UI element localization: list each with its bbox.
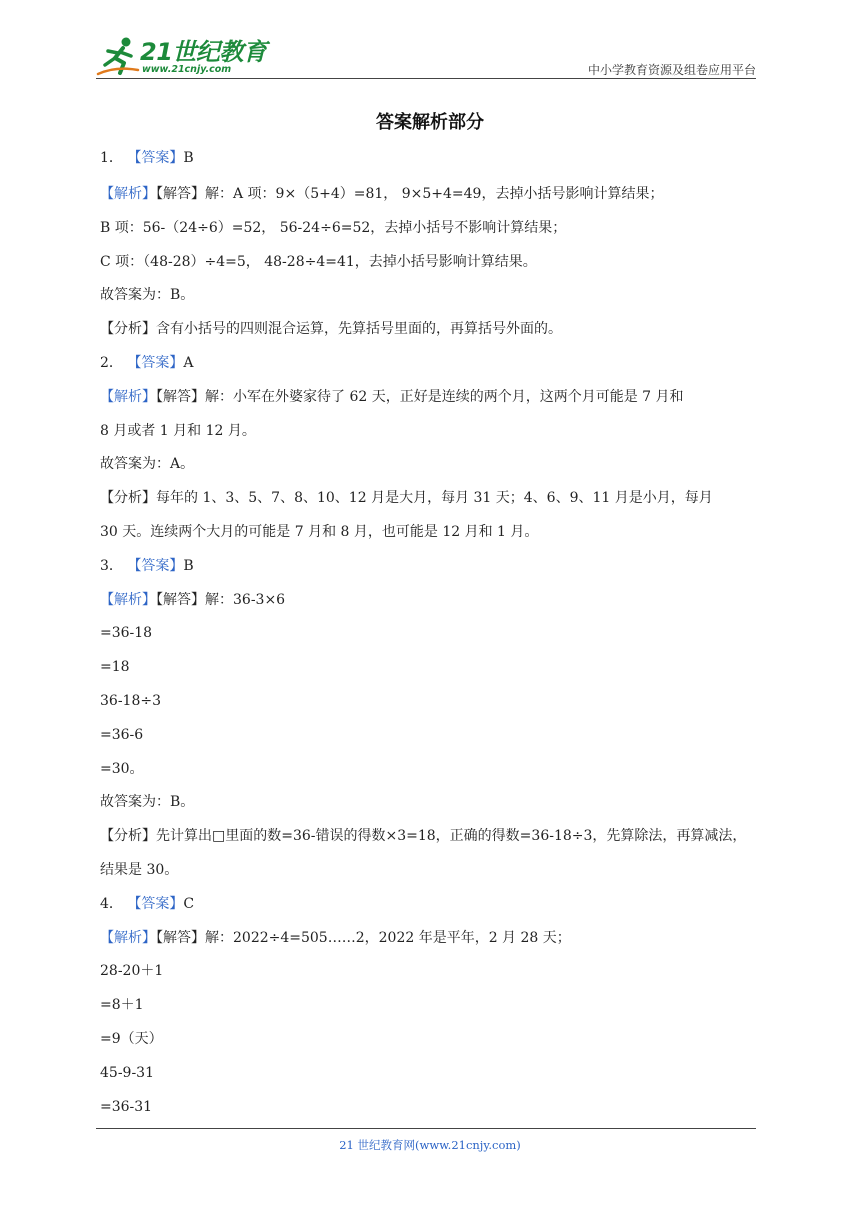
question-number: 1． (100, 150, 123, 166)
solution-text: =30。 (100, 761, 144, 777)
brand-name: 21世纪教育 (140, 38, 267, 66)
solution-text: 故答案为：B。 (100, 794, 195, 810)
analysis-text: 含有小括号的四则混合运算，先算括号里面的，再算括号外面的。 (156, 321, 562, 337)
analysis-text: 30 天。连续两个大月的可能是 7 月和 8 月，也可能是 12 月和 1 月。 (100, 524, 539, 540)
q2-answer-line (100, 353, 194, 373)
analysis-text: 每年的 1、3、5、7、8、10、12 月是大月，每月 31 天；4、6、9、11 月是小月，每月 (156, 490, 713, 506)
fenxi-tag: 【分析】 (100, 490, 156, 506)
solution-text: 45-9-31 (100, 1065, 154, 1081)
q3-answer-line (100, 556, 194, 576)
brand-url: www.21cnjy.com (142, 64, 232, 75)
q2-analysis-line (100, 488, 713, 508)
solution-text: =36-31 (100, 1099, 153, 1115)
solution-text: B 项：56-（24÷6）=52， 56-24÷6=52，去掉小括号不影响计算结果； (100, 220, 567, 236)
footer-divider (96, 1128, 756, 1129)
header-divider (96, 78, 756, 79)
answer-value: C (183, 896, 195, 912)
solution-text: 解：2022÷4=505……2，2022 年是平年，2 月 28 天； (205, 930, 571, 946)
page-title: 答案解析部分 (376, 112, 484, 133)
runner-logo-icon (96, 36, 140, 76)
logo (96, 32, 266, 78)
jieda-tag: 【解答】 (156, 186, 205, 202)
q1-solution-line (100, 184, 663, 204)
page-header (96, 28, 756, 80)
answer-value: A (183, 355, 194, 371)
q4-answer-line (100, 894, 194, 914)
answer-value: B (183, 150, 194, 166)
answer-tag: 【答案】 (127, 896, 184, 912)
solution-text: =18 (100, 659, 130, 675)
fenxi-tag: 【分析】 (100, 828, 156, 844)
solution-text: =36-18 (100, 625, 153, 641)
solution-text: 28-20＋1 (100, 963, 164, 979)
q4-solution-line (100, 928, 571, 948)
jieda-tag: 【解答】 (156, 389, 205, 405)
solution-text: C 项：（48-28）÷4=5， 48-28÷4=41，去掉小括号影响计算结果。 (100, 254, 537, 270)
answer-value: B (183, 558, 194, 574)
answer-tag: 【答案】 (127, 150, 184, 166)
analysis-text: 先计算出□里面的数=36-错误的得数×3=18，正确的得数=36-18÷3，先算除法，再算减法， (156, 828, 747, 844)
page-footer: 21 世纪教育网(www.21cnjy.com) (339, 1138, 521, 1152)
q3-solution-line (100, 590, 285, 610)
analysis-text: 结果是 30。 (100, 862, 179, 878)
solution-text: =36-6 (100, 727, 144, 743)
question-number: 4． (100, 896, 123, 912)
solution-text: 解：小军在外婆家待了 62 天，正好是连续的两个月，这两个月可能是 7 月和 (205, 389, 684, 405)
jiexi-tag: 【解析】 (100, 930, 156, 946)
question-number: 3． (100, 558, 123, 574)
jiexi-tag: 【解析】 (100, 186, 156, 202)
solution-text: 解：A 项：9×（5+4）=81， 9×5+4=49，去掉小括号影响计算结果； (205, 186, 664, 202)
jieda-tag: 【解答】 (156, 592, 205, 608)
solution-text: 解：36-3×6 (205, 592, 286, 608)
solution-text: 36-18÷3 (100, 693, 161, 709)
q3-analysis-line (100, 826, 746, 846)
q1-analysis-line (100, 319, 562, 339)
solution-text: 8 月或者 1 月和 12 月。 (100, 423, 256, 439)
answer-tag: 【答案】 (127, 558, 184, 574)
header-slogan: 中小学教育资源及组卷应用平台 (587, 63, 756, 77)
jiexi-tag: 【解析】 (100, 592, 156, 608)
answer-tag: 【答案】 (127, 355, 184, 371)
solution-text: =8＋1 (100, 997, 144, 1013)
fenxi-tag: 【分析】 (100, 321, 156, 337)
jieda-tag: 【解答】 (156, 930, 205, 946)
q2-solution-line (100, 387, 684, 407)
solution-text: =9（天） (100, 1031, 163, 1047)
solution-text: 故答案为：B。 (100, 287, 195, 303)
jiexi-tag: 【解析】 (100, 389, 156, 405)
question-number: 2． (100, 355, 123, 371)
solution-text: 故答案为：A。 (100, 456, 195, 472)
q1-answer-line (100, 148, 194, 168)
